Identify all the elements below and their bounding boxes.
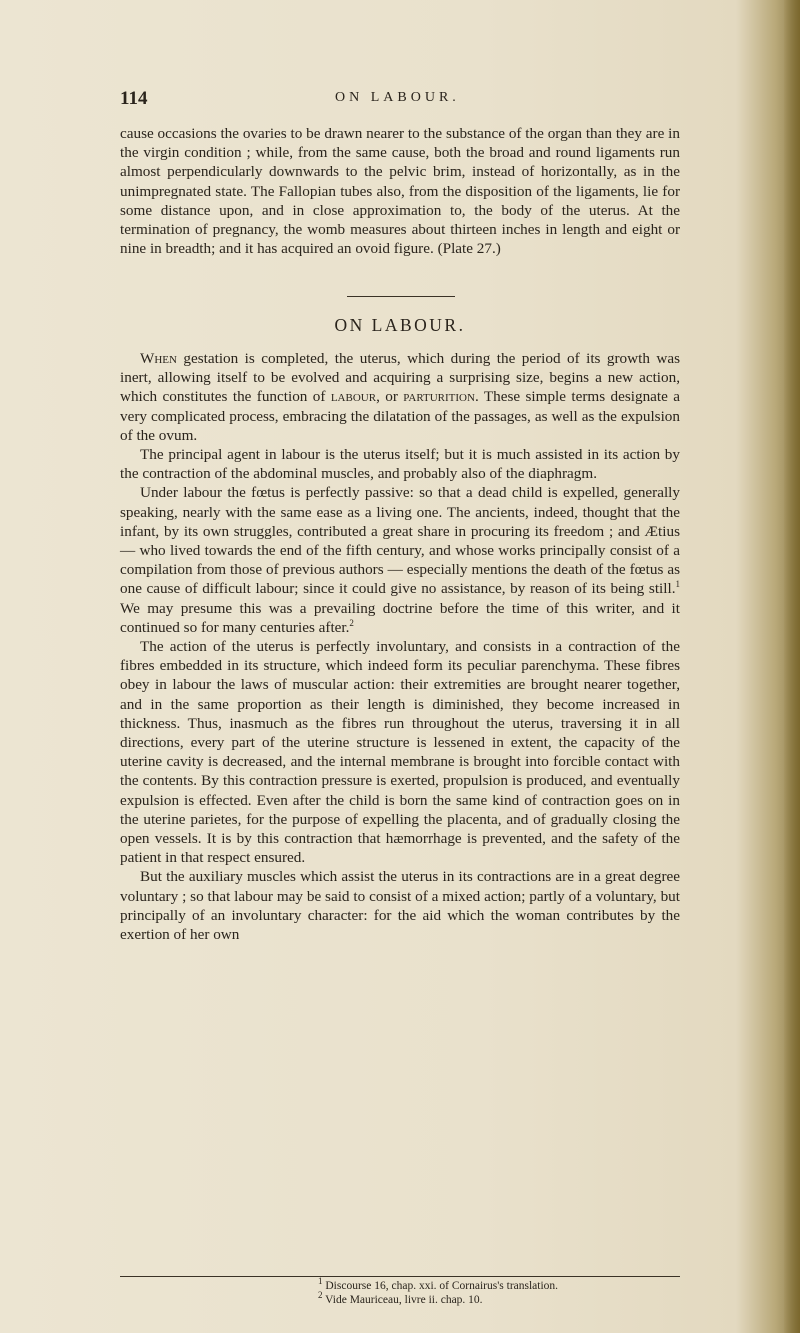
paragraph-lead: When <box>140 350 177 367</box>
paragraph-text: . These simple terms designate a very complicated process, embracing the dilatation of the passages, as well as the expulsion of the ovum. <box>120 388 680 444</box>
paragraph-4: The action of the uterus is perfectly involuntary, and consists in a contraction of the fibres embedded in its structure, which indeed form its peculiar parenchyma. These fibres obey in labour the laws of muscular action: their extremities are brought nearer together, and in the same proportion as their length is diminished, they become increased in thickness. Thus, inasmuch as the fibres run throughout the uterus, traversing it in all directions, every part of the uterine structure is lessened in extent, the capacity of the uterine cavity is decreased, and the internal membrane is brought into forcible contact with the contents. By this contraction pressure is exerted, propulsion is produced, and eventually expulsion is effected. Even after the child is born the same kind of contraction goes on in the uterine parietes, for the purpose of expelling the placenta, and of gradually closing the open vessels. It is by this contraction that hæmorrhage is prevented, and the safety of the patient in that respect ensured. <box>120 638 680 867</box>
continuation-block <box>120 124 680 258</box>
paragraph-3 <box>120 483 680 637</box>
footnotes <box>318 1276 559 1307</box>
paragraph-1 <box>120 349 680 445</box>
term-labour: labour <box>330 388 377 406</box>
paragraph-text: gestation is completed, the uterus, which during the period of its growth was inert, allowing itself to be evolved and acquiring a surprising size, begins a new action, which constitutes the function of <box>120 350 680 406</box>
paragraph-2: The principal agent in labour is the uterus itself; but it is much assisted in its action by the contraction of the abdominal muscles, and probably also of the diaphragm. <box>120 446 680 483</box>
term-parturition: parturition <box>403 388 475 406</box>
paragraph-text: We may presume this was a prevailing doctrine before the time of this writer, and it continued so for many centuries after. <box>120 599 680 636</box>
footnote-1 <box>318 1276 559 1293</box>
section-divider <box>347 296 455 297</box>
section-body <box>120 349 680 944</box>
paragraph-text: Under labour the fœtus is perfectly passive: so that a dead child is expelled, generally speaking, nearly with the same ease as a living one. The ancients, indeed, thought that the infant, by its own struggles, contributed a great share in procuring its freedom ; and Ætius — who lived towards the end of the fifth century, and whose works principally consist of a compilation from those of previous authors — especially mentions the death of the fœtus as one cause of difficult labour; since it could give no assistance, by reason of its being still. <box>120 484 680 598</box>
paragraph-5: But the auxiliary muscles which assist the uterus in its contractions are in a great degree voluntary ; so that labour may be said to consist of a mixed action; partly of a voluntary, but principally of an involuntary character: for the aid which the woman contributes by the exertion of her own <box>120 868 680 944</box>
footnote-text: Vide Mauriceau, livre ii. chap. 10. <box>322 1294 483 1306</box>
page-edge <box>784 0 800 1333</box>
footnote-mark: 2 <box>318 1290 323 1301</box>
footnote-ref: 1 <box>675 579 680 590</box>
paragraph-text: , or <box>376 388 404 406</box>
footnote-rule <box>120 1276 680 1277</box>
footnote-2 <box>318 1290 558 1307</box>
page-header <box>120 88 680 112</box>
footnote-ref: 2 <box>349 617 354 628</box>
section-title: ON LABOUR. <box>334 315 466 335</box>
continuation-paragraph: cause occasions the ovaries to be drawn nearer to the substance of the organ than they are in the virgin condition ; while, from the same cause, both the broad and round ligaments run almost perpendicularly downwards to the pelvic brim, instead of horizontally, as in the unimpregnated state. The Fallopian tubes also, from the disposition of the ligaments, lie for some distance upon, and in close approximation to, the body of the uterus. At the termination of pregnancy, the womb measures about thirteen inches in length and eight or nine in breadth; and it has acquired an ovoid figure. (Plate 27.) <box>120 125 680 258</box>
footnote-text: Discourse 16, chap. xxi. of Cornairus's translation. <box>322 1280 559 1292</box>
running-head: ON LABOUR. <box>335 90 460 105</box>
footnote-mark: 1 <box>318 1276 323 1287</box>
page-number: 114 <box>120 88 148 109</box>
